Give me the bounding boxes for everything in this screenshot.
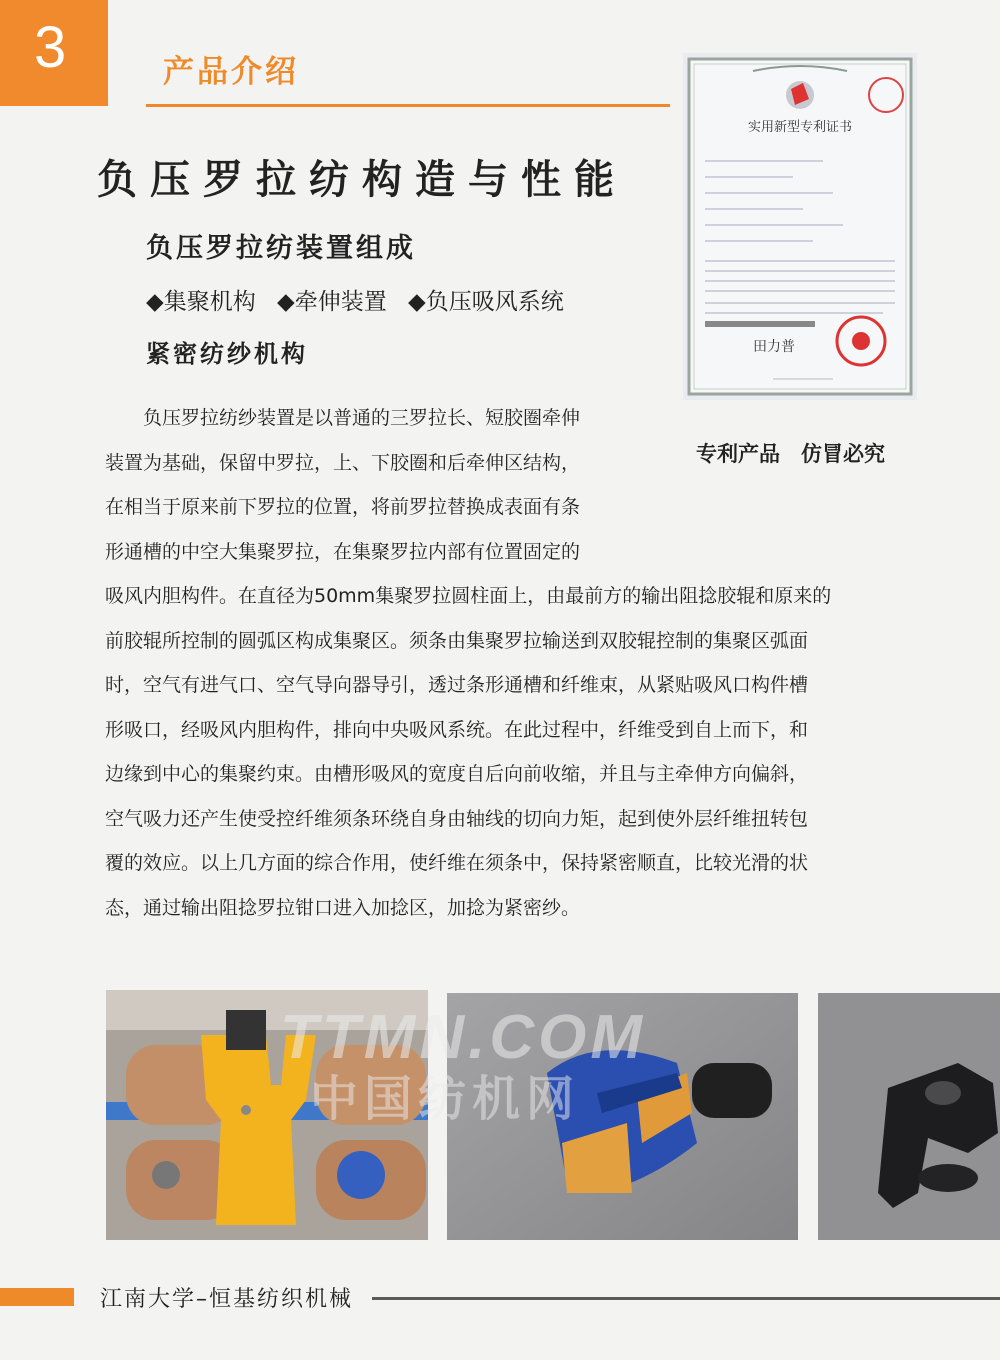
component-list [146, 283, 578, 316]
footer-divider [372, 1297, 1000, 1300]
header-divider [146, 104, 670, 107]
nozzle-part-render [818, 993, 1000, 1240]
section-number-box [0, 0, 108, 106]
body-line: 边缘到中心的集聚约束。由槽形吸风的宽度自后向前收缩，并且与主牵伸方向偏斜， [105, 763, 809, 785]
patent-certificate-image [683, 53, 917, 400]
watermark-text-cn: 中国纺机网 [310, 1071, 581, 1127]
body-line: 时，空气有进气口、空气导向器导引，透过条形通槽和纤维束，从紧贴吸风口构件槽 [105, 674, 809, 696]
subtitle-composition: 负压罗拉纺装置组成 [146, 233, 416, 264]
body-line: 覆的效应。以上几方面的综合作用，使纤维在须条中，保持紧密顺直，比较光滑的状 [105, 852, 809, 874]
body-line: 形通槽的中空大集聚罗拉，在集聚罗拉内部有位置固定的 [105, 541, 581, 563]
footer-accent-bar [0, 1288, 74, 1306]
body-line: 装置为基础，保留中罗拉，上、下胶圈和后牵伸区结构， [105, 452, 581, 474]
footer-text: 江南大学–恒基纺织机械 [100, 1287, 354, 1312]
patent-note: 专利产品 仿冒必究 [696, 442, 885, 466]
certificate-title: 实用新型专利证书 [747, 120, 853, 135]
page-title: 负压罗拉纺构造与性能 [97, 157, 627, 203]
section-number: 3 [34, 15, 67, 80]
watermark-text: TTMN.COM [280, 1003, 647, 1072]
certificate-signature: 田力普 [753, 339, 795, 355]
body-line: 在相当于原来前下罗拉的位置，将前罗拉替换成表面有条 [105, 496, 581, 518]
body-line: 空气吸力还产生使受控纤维须条环绕自身由轴线的切向力矩，起到使外层纤维扭转包 [105, 808, 809, 830]
body-line: 态，通过输出阻捻罗拉钳口进入加捻区，加捻为紧密纱。 [105, 897, 581, 919]
subtitle-compact-spinning: 紧密纺纱机构 [146, 340, 308, 368]
body-line: 吸风内胆构件。在直径为50mm集聚罗拉圆柱面上，由最前方的输出阻捻胶辊和原来的 [105, 585, 832, 607]
body-line: 负压罗拉纺纱装置是以普通的三罗拉长、短胶圈牵伸 [143, 407, 581, 429]
component-item: ◆牵伸装置 [277, 289, 387, 315]
component-item: ◆集聚机构 [146, 289, 256, 315]
section-title: 产品介绍 [163, 54, 299, 90]
component-item: ◆负压吸风系统 [408, 289, 564, 315]
body-line: 形吸口，经吸风内胆构件，排向中央吸风系统。在此过程中，纤维受到自上而下，和 [105, 719, 809, 741]
body-line: 前胶辊所控制的圆弧区构成集聚区。须条由集聚罗拉输送到双胶辊控制的集聚区弧面 [105, 630, 809, 652]
